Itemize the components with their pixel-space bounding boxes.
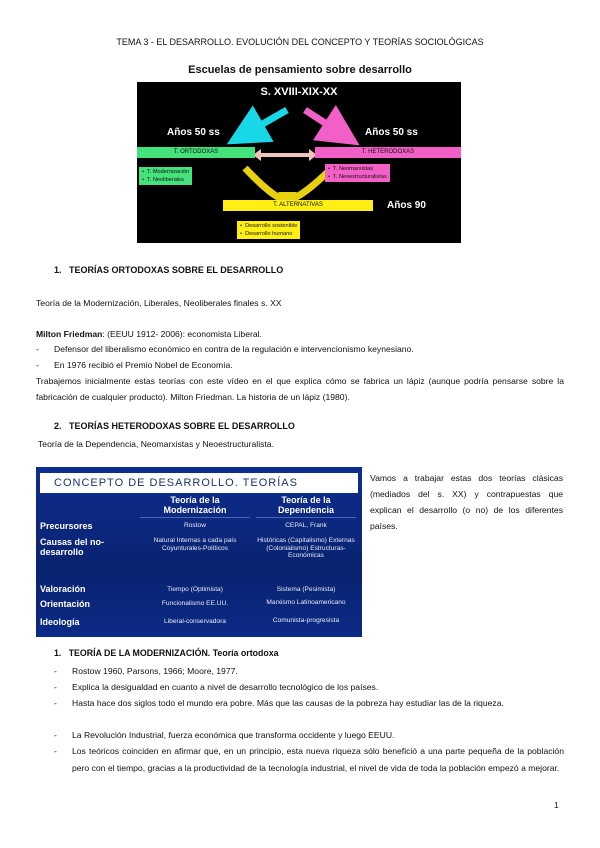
row-label: Ideología [40, 617, 80, 627]
schools-diagram [137, 82, 461, 243]
left-years: Años 50 ss [167, 127, 220, 138]
list-item: - Rostow 1960, Parsons, 1966; Moore, 1977. [54, 666, 238, 676]
row-label: Orientación [40, 599, 91, 609]
friedman-desc: : (EEUU 1912- 2006): economista Liberal. [102, 329, 262, 339]
section-title: TEORÍAS HETERODOXAS SOBRE EL DESARROLLO [69, 421, 295, 431]
table-col2-header: Teoría de la Dependencia [256, 495, 356, 518]
cell: Históricas (Capitalismo) Externas (Colonialismo) Estructuras-Económicas [257, 537, 355, 559]
ortodoxas-item: T. Modernización [146, 169, 190, 175]
section3-heading [54, 648, 279, 658]
list-item: - Defensor del liberalismo económico en contra de la regulación e intervencionismo keynesiano. [36, 344, 414, 354]
section1-intro: Teoría de la Modernización, Liberales, Neoliberales finales s. XX [36, 298, 282, 308]
list-item: - Los teóricos coinciden en afirmar que, en un principio, esta nueva riqueza sólo benefició a una parte pequeña de la población pero con el tiempo, gracias a la productividad de la tecnología industrial, el nivel de vida de toda la población empezó a mejorar. [54, 746, 564, 773]
row-label: Precursores [40, 521, 93, 531]
alternativas-item: Desarrollo humano [245, 231, 293, 237]
section1-heading [54, 265, 283, 275]
heterodoxas-item: T. Neomarxistas [332, 166, 374, 172]
section-title: TEORÍAS ORTODOXAS SOBRE EL DESARROLLO [69, 265, 284, 275]
section-subtitle: Teoría ortodoxa [212, 648, 279, 658]
friedman-name: Milton Friedman [36, 329, 103, 339]
cell: Marxismo Latinoamericano [266, 599, 346, 606]
heterodoxas-box: T. HETERODOXAS [315, 147, 461, 158]
heterodoxas-list: • T. Neomarxistas • T. Neoestructuralistas [325, 164, 390, 182]
table-title: CONCEPTO DE DESARROLLO. TEORÍAS [40, 473, 358, 493]
alternativas-box: T. ALTERNATIVAS [223, 200, 373, 211]
alternativas-item: Desarrollo sostenible [245, 223, 298, 229]
side-paragraph: Vamos a trabajar estas dos teorías clásicas (mediados del s. XX) y contrapuestas que explican el desarrollo (o no) de los diferentes países. [370, 473, 563, 531]
cell: Liberal-conservadora [164, 618, 226, 625]
cell: Comunista-progresista [272, 617, 340, 624]
row-label: Causas del no-desarrollo [40, 537, 105, 557]
cell: Rostow [184, 522, 206, 529]
heterodoxas-item: T. Neoestructuralistas [332, 174, 387, 180]
cell: Natural Internas a cada país Coyunturales-Políticos [153, 537, 237, 552]
list-item: - Hasta hace dos siglos todo el mundo era pobre. Más que las causas de la pobreza hay estudiar las de la riqueza. [54, 698, 504, 708]
right-years: Años 50 ss [365, 127, 418, 138]
section-number: 1. [54, 265, 62, 275]
arrow-to-heterodoxas [305, 110, 342, 134]
ortodoxas-item: T. Neoliberales [146, 177, 184, 183]
section2-intro: Teoría de la Dependencia, Neomarxistas y Neoestructuralista. [38, 439, 274, 449]
cell: Sistema (Pesimista) [276, 586, 336, 593]
list-item: - Explica la desigualdad en cuanto a nivel de desarrollo tecnológico de los países. [54, 682, 379, 692]
section-number: 2. [54, 421, 62, 431]
ortodoxas-list: • T. Modernización • T. Neoliberales [139, 167, 192, 185]
cell: Tiempo (Optimista) [167, 586, 223, 593]
friedman-line [36, 326, 262, 342]
table-col1-header: Teoría de la Modernización [140, 495, 250, 518]
page-number: 1 [554, 800, 559, 810]
list-item: - En 1976 recibió el Premio Nobel de Economía. [36, 360, 233, 370]
section1-paragraph: Trabajemos inicialmente estas teorías con este vídeo en el que explica cómo se fabrica un lápiz (aunque podría pensarse sobre la fabricación de cualquier producto). Milton Friedman. La historia de un lápiz (1980). [36, 376, 564, 402]
document-title: TEMA 3 - EL DESARROLLO. EVOLUCIÓN DEL CONCEPTO Y TEORÍAS SOCIOLÓGICAS [116, 37, 484, 47]
section-title: TEORÍA DE LA MODERNIZACIÓN. [68, 648, 211, 658]
diagram-arrows [137, 82, 461, 243]
concept-table-image [36, 467, 362, 637]
list-item: - La Revolución Industrial, fuerza económica que transforma occidente y luego EEUU. [54, 730, 395, 740]
row-label: Valoración [40, 584, 86, 594]
arrow-to-ortodoxas [245, 110, 287, 134]
cell: Funcionalismo EE.UU. [161, 600, 229, 607]
diagram-title: Escuelas de pensamiento sobre desarrollo [188, 64, 412, 76]
bottom-years: Años 90 [387, 200, 426, 211]
section-number: 1. [54, 648, 62, 658]
cell: CEPAL, Frank [285, 522, 327, 529]
section2-heading [54, 421, 295, 431]
alternativas-list: • Desarrollo sostenible • Desarrollo humano [237, 221, 300, 239]
ortodoxas-box: T. ORTODOXAS [137, 147, 255, 158]
era-label: S. XVIII-XIX-XX [260, 86, 338, 98]
